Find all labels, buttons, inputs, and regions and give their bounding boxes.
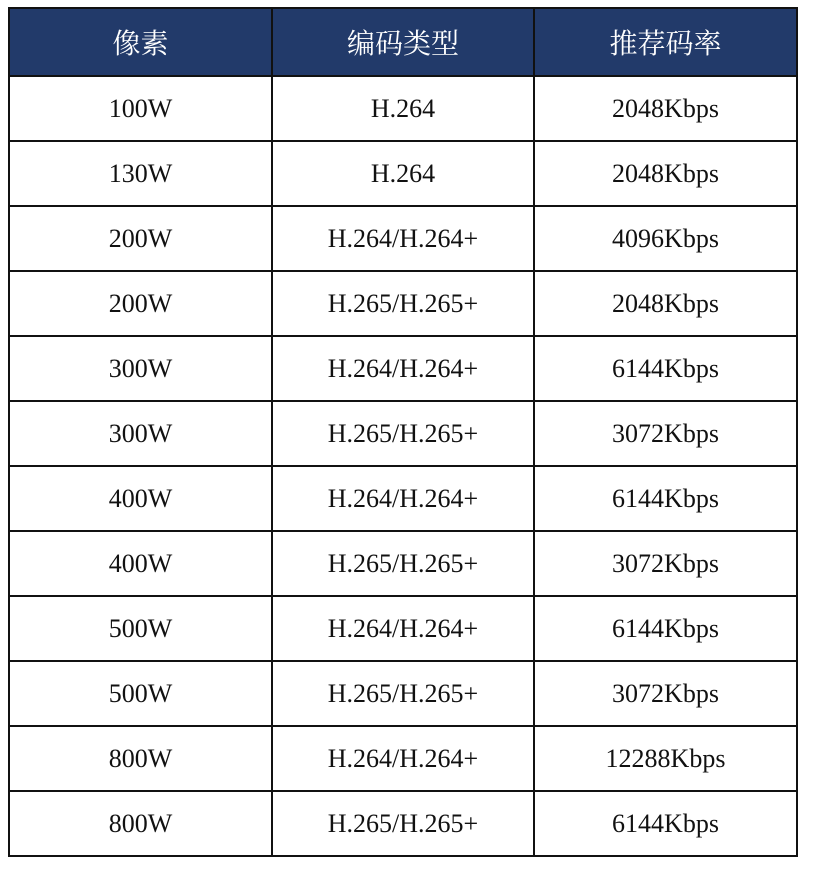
table-row [9, 141, 797, 206]
cell-encoding-type: H.264/H.264+ [272, 596, 534, 661]
table-row [9, 271, 797, 336]
table-header [9, 8, 797, 76]
cell-recommended-bitrate: 6144Kbps [534, 596, 797, 661]
cell-recommended-bitrate: 4096Kbps [534, 206, 797, 271]
cell-encoding-type: H.264/H.264+ [272, 336, 534, 401]
cell-pixels: 200W [9, 271, 272, 336]
table-row [9, 791, 797, 856]
cell-encoding-type: H.264/H.264+ [272, 466, 534, 531]
header-encoding-type: 编码类型 [272, 8, 534, 76]
cell-pixels: 500W [9, 596, 272, 661]
cell-encoding-type: H.265/H.265+ [272, 271, 534, 336]
cell-pixels: 300W [9, 401, 272, 466]
header-recommended-bitrate: 推荐码率 [534, 8, 797, 76]
cell-recommended-bitrate: 2048Kbps [534, 271, 797, 336]
cell-encoding-type: H.264 [272, 76, 534, 141]
cell-encoding-type: H.265/H.265+ [272, 661, 534, 726]
cell-recommended-bitrate: 6144Kbps [534, 791, 797, 856]
header-row [9, 8, 797, 76]
cell-recommended-bitrate: 2048Kbps [534, 141, 797, 206]
table-body [9, 76, 797, 856]
cell-encoding-type: H.264/H.264+ [272, 206, 534, 271]
cell-pixels: 800W [9, 726, 272, 791]
table-row [9, 726, 797, 791]
bitrate-spec-table [8, 7, 798, 857]
cell-encoding-type: H.264/H.264+ [272, 726, 534, 791]
table-row [9, 76, 797, 141]
cell-encoding-type: H.265/H.265+ [272, 531, 534, 596]
cell-pixels: 800W [9, 791, 272, 856]
table-row [9, 596, 797, 661]
cell-pixels: 130W [9, 141, 272, 206]
cell-pixels: 100W [9, 76, 272, 141]
cell-encoding-type: H.265/H.265+ [272, 791, 534, 856]
table-row [9, 531, 797, 596]
table-row [9, 336, 797, 401]
cell-pixels: 400W [9, 466, 272, 531]
cell-pixels: 300W [9, 336, 272, 401]
cell-recommended-bitrate: 3072Kbps [534, 401, 797, 466]
cell-pixels: 500W [9, 661, 272, 726]
cell-recommended-bitrate: 6144Kbps [534, 336, 797, 401]
table-row [9, 466, 797, 531]
cell-pixels: 400W [9, 531, 272, 596]
cell-recommended-bitrate: 3072Kbps [534, 661, 797, 726]
table-row [9, 206, 797, 271]
cell-recommended-bitrate: 12288Kbps [534, 726, 797, 791]
cell-encoding-type: H.264 [272, 141, 534, 206]
cell-pixels: 200W [9, 206, 272, 271]
header-pixels: 像素 [9, 8, 272, 76]
table-row [9, 401, 797, 466]
cell-encoding-type: H.265/H.265+ [272, 401, 534, 466]
cell-recommended-bitrate: 2048Kbps [534, 76, 797, 141]
cell-recommended-bitrate: 6144Kbps [534, 466, 797, 531]
table-row [9, 661, 797, 726]
cell-recommended-bitrate: 3072Kbps [534, 531, 797, 596]
